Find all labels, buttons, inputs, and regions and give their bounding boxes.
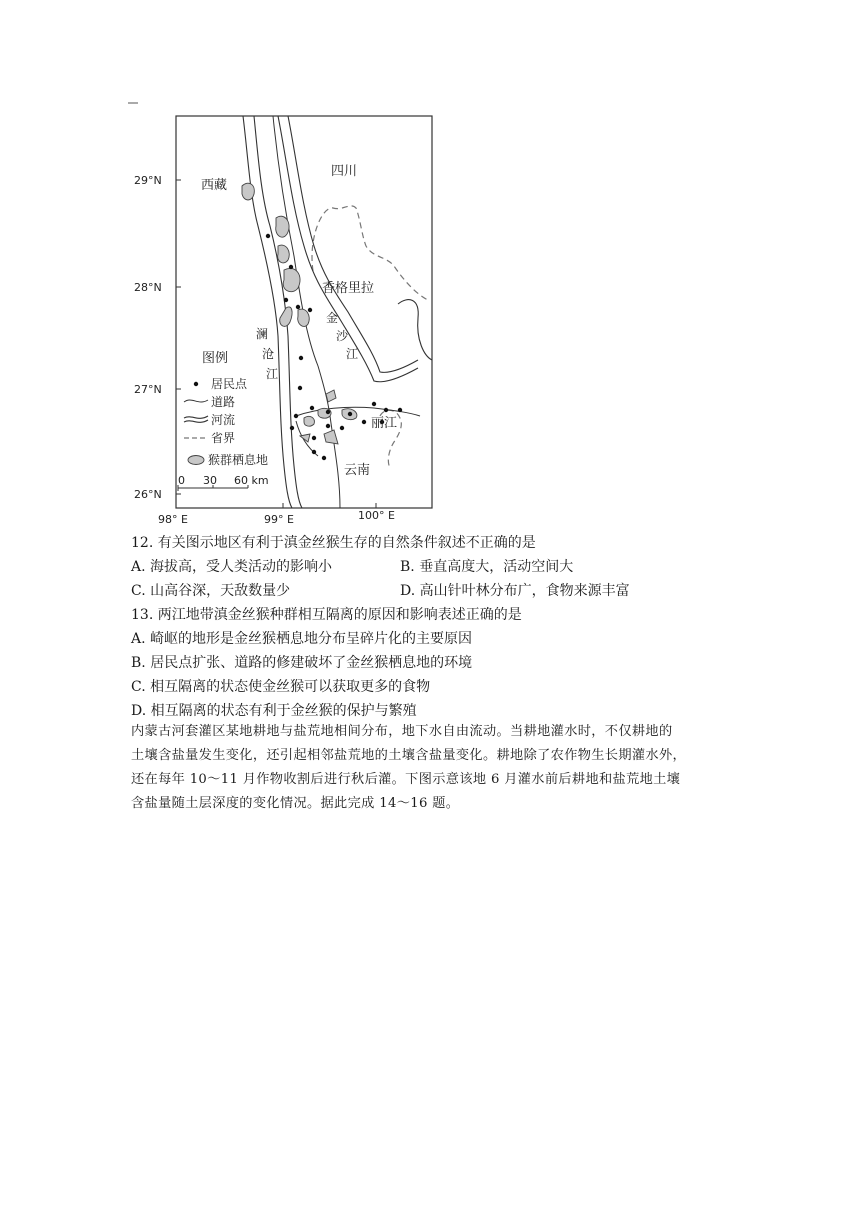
lon-label-99: 99° E	[264, 513, 294, 526]
map-figure	[128, 96, 448, 528]
legend-item-road: 道路	[211, 395, 236, 409]
label-sichuan: 四川	[331, 164, 358, 179]
lat-label-27: 27°N	[134, 383, 162, 396]
legend-road-icon	[184, 400, 208, 402]
lat-label-29: 29°N	[134, 174, 162, 187]
lon-label-100: 100° E	[358, 509, 395, 522]
passage-line-2: 土壤含盐量发生变化，还引起相邻盐荒地的土壤含盐量变化。耕地除了农作物生长期灌水外，	[131, 748, 687, 763]
question-13-option-d: D. 相互隔离的状态有利于金丝猴的保护与繁殖	[131, 703, 417, 719]
legend-habitat-icon	[188, 456, 204, 465]
legend-river-icon	[184, 416, 208, 422]
question-13-option-b: B. 居民点扩张、道路的修建破坏了金丝猴栖息地的环境	[131, 655, 473, 671]
legend-item-habitat: 猴群栖息地	[208, 453, 269, 467]
river-label-jinsha-3: 江	[346, 347, 359, 361]
question-13-option-a: A. 崎岖的地形是金丝猴栖息地分布呈碎片化的主要原因	[131, 631, 473, 647]
label-lijiang: 丽江	[371, 416, 398, 431]
legend-item-river: 河流	[211, 413, 236, 427]
river-label-jinsha-1: 金	[326, 311, 339, 325]
passage-line-4: 含盐量随土层深度的变化情况。据此完成 14～16 题。	[131, 796, 460, 811]
label-yunnan: 云南	[344, 463, 371, 478]
scale-tick-0: 0	[178, 474, 185, 487]
legend-settlement-icon	[194, 382, 198, 386]
lon-label-98: 98° E	[158, 513, 188, 526]
scale-tick-60: 60 km	[234, 474, 269, 487]
river-label-lancang-1: 澜	[256, 327, 269, 341]
question-12-stem: 12. 有关图示地区有利于滇金丝猴生存的自然条件叙述不正确的是	[131, 535, 536, 551]
question-13-stem: 13. 两江地带滇金丝猴种群相互隔离的原因和影响表述正确的是	[131, 607, 522, 623]
legend-title: 图例	[202, 351, 229, 366]
lat-ticks	[176, 180, 181, 494]
question-12-option-d: D. 高山针叶林分布广，食物来源丰富	[400, 583, 630, 599]
river-label-lancang-2: 沧	[262, 347, 275, 361]
question-12-option-c: C. 山高谷深，天敌数量少	[131, 583, 291, 599]
label-xizang: 西藏	[201, 178, 228, 193]
scale-tick-30: 30	[203, 474, 217, 487]
legend-item-settlement: 居民点	[211, 377, 248, 391]
passage-line-1: 内蒙古河套灌区某地耕地与盐荒地相间分布，地下水自由流动。当耕地灌水时，不仅耕地的	[131, 724, 673, 739]
question-12-option-b: B. 垂直高度大，活动空间大	[400, 559, 574, 575]
river-label-jinsha-2: 沙	[336, 329, 349, 343]
lat-label-28: 28°N	[134, 281, 162, 294]
question-12-option-a: A. 海拔高，受人类活动的影响小	[131, 559, 333, 575]
tributary-river	[398, 300, 432, 360]
lon-ticks	[283, 503, 376, 508]
habitat-patches	[242, 183, 357, 444]
scale-bar	[178, 474, 269, 491]
lancang-river	[243, 116, 302, 508]
legend-item-boundary: 省界	[211, 431, 236, 445]
passage-line-3: 还在每年 10～11 月作物收割后进行秋后灌。下图示意该地 6 月灌水前后耕地和盐荒地土壤	[131, 772, 681, 787]
label-shangri-la: 香格里拉	[322, 281, 375, 296]
river-label-lancang-3: 江	[266, 367, 279, 381]
question-13-option-c: C. 相互隔离的状态使金丝猴可以获取更多的食物	[131, 679, 431, 695]
map-legend	[184, 351, 268, 467]
lat-label-26: 26°N	[134, 488, 162, 501]
